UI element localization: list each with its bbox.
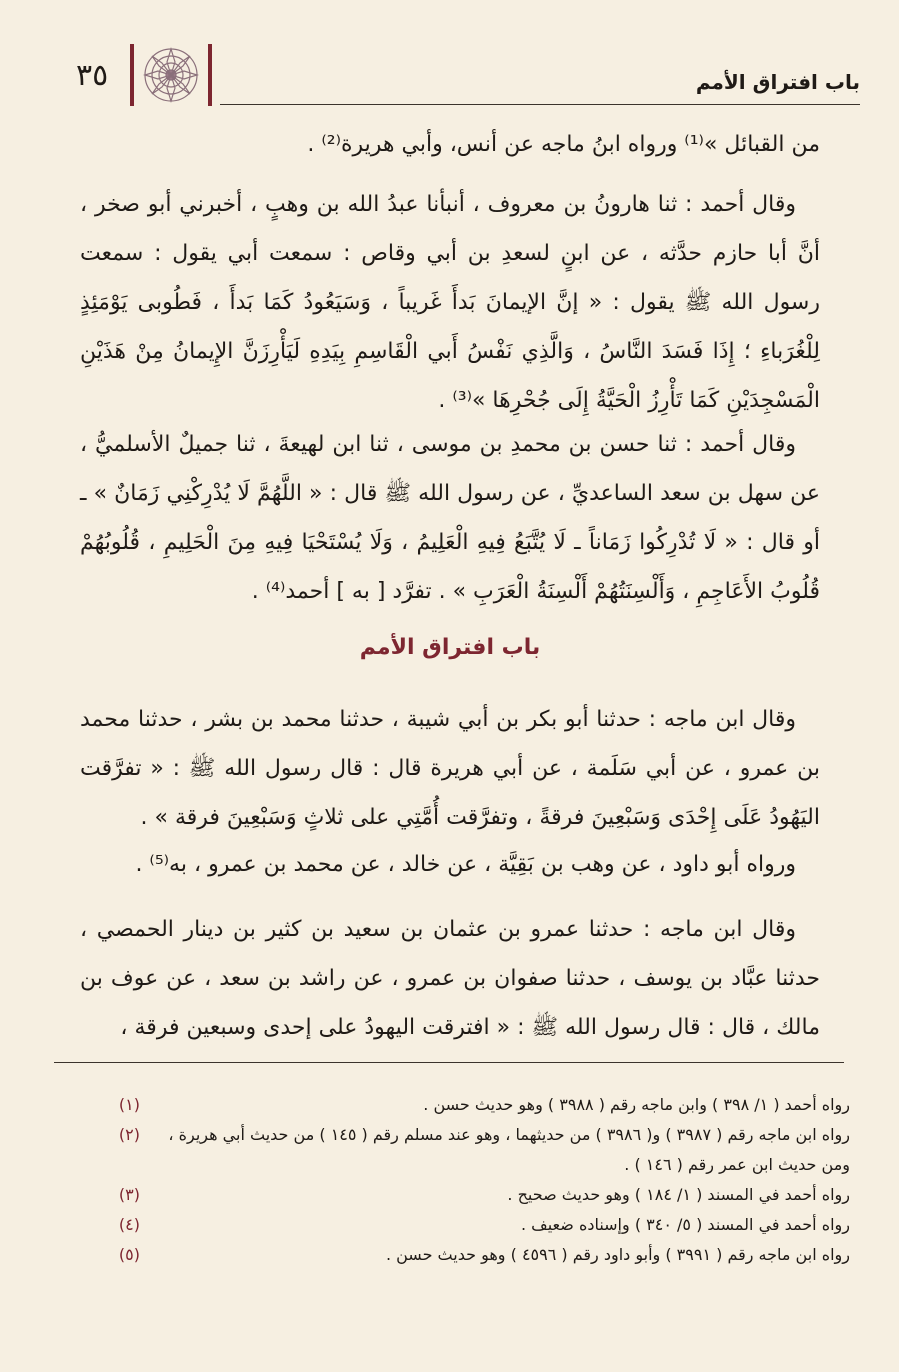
- footnote-text: رواه أحمد في المسند ( ١/ ١٨٤ ) وهو حديث صحيح .: [507, 1185, 850, 1204]
- footnote-text: رواه ابن ماجه رقم ( ٣٩٨٧ ) و( ٣٩٨٦ ) من حديثهما ، وهو عند مسلم رقم ( ١٤٥ ) من حديث أبي هريرة ، ومن حديث ابن عمر رقم ( ١٤٦ ) .: [168, 1125, 850, 1174]
- footnotes: [80, 1090, 850, 1270]
- paragraph-6: وقال ابن ماجه : حدثنا عمرو بن عثمان بن سعيد بن كثير بن دينار الحمصي ، حدثنا عبَّاد بن يوسف ، حدثنا صفوان بن عمرو ، عن راشد بن سعد ، عن عوف بن مالك ، قال : قال رسول الله ﷺ : « افترقت اليهودُ على إحدى وسبعين فرقة ،: [80, 917, 820, 1040]
- footnote-1: [80, 1090, 850, 1120]
- floral-rosette-icon: [142, 46, 200, 104]
- section-heading: باب افتراق الأمم: [359, 635, 541, 660]
- footnote-3: [80, 1180, 850, 1210]
- footnote-number: (٤): [118, 1215, 140, 1234]
- paragraph-5: ورواه أبو داود ، عن وهب بن بَقِيَّة ، عن خالد ، عن محمد بن عمرو ، به⁽⁵⁾ .: [135, 852, 796, 877]
- paragraph-3: وقال أحمد : ثنا حسن بن محمدِ بن موسى ، ثنا ابن لهيعةَ ، ثنا جميلٌ الأسلميُّ ، عن سهل بن سعد الساعديِّ ، عن رسول الله ﷺ قال : « اللَّهُمَّ لَا يُدْرِكْنِي زَمَانٌ » ـ أو قال : « لَا تُدْرِكُوا زَمَاناً ـ لَا يُتَّبَعُ فِيهِ الْعَلِيمُ ، وَلَا يُسْتَحْيَا فِيهِ مِنَ الْحَلِيمِ ، قُلُوبُهُمْ قُلُوبُ الأَعَاجِمِ ، وَأَلْسِنَتُهُمْ أَلْسِنَةُ الْعَرَبِ » . تفرَّد [ به ] أحمد⁽⁴⁾ .: [80, 432, 820, 604]
- page-header: [70, 42, 860, 112]
- footnote-5: [80, 1240, 850, 1270]
- footnote-text: رواه ابن ماجه رقم ( ٣٩٩١ ) وأبو داود رقم ( ٤٥٩٦ ) وهو حديث حسن .: [385, 1245, 850, 1264]
- page-number: ٣٥: [76, 58, 109, 93]
- footnote-number: (٢): [118, 1125, 140, 1144]
- footnote-number: (١): [118, 1095, 140, 1114]
- running-title: باب افتراق الأمم: [695, 70, 860, 94]
- header-ornament-frame: [130, 44, 212, 106]
- paragraph-2: وقال أحمد : ثنا هارونُ بن معروف ، أنبأنا عبدُ الله بن وهبٍ ، أخبرني أبو صخر ، أنَّ أبا حازم حدَّثه ، عن ابنٍ لسعدِ بن أبي وقاص : سمعت أبي يقول : سمعت رسول الله ﷺ يقول : « إنَّ الإيمانَ بَدأَ غَريباً ، وَسَيَعُودُ كَمَا بَدأَ ، فَطُوبى يَوْمَئِذٍ لِلْغُرَباءِ ؛ إِذَا فَسَدَ النَّاسُ ، وَالَّذِي نَفْسُ أَبي الْقَاسِمِ بِيَدِهِ لَيَأْرِزَنَّ الإِيمانُ مِنْ هَذَيْنِ الْمَسْجِدَيْنِ كَمَا تَأْرِزُ الْحَيَّةُ إِلَى جُحْرِهَا »⁽³⁾ .: [80, 192, 820, 413]
- footnote-number: (٣): [118, 1185, 140, 1204]
- footnote-number: (٥): [118, 1245, 140, 1264]
- header-divider: [220, 104, 860, 105]
- paragraph-1: من القبائل »⁽¹⁾ ورواه ابنُ ماجه عن أنس، وأبي هريرة⁽²⁾ .: [307, 132, 820, 157]
- footnote-text: رواه أحمد في المسند ( ٥/ ٣٤٠ ) وإسناده ضعيف .: [520, 1215, 850, 1234]
- footnote-4: [80, 1210, 850, 1240]
- paragraph-4: وقال ابن ماجه : حدثنا أبو بكر بن أبي شيبة ، حدثنا محمد بن بشر ، حدثنا محمد بن عمرو ، عن أبي سَلَمة ، عن أبي هريرة قال : قال رسول الله ﷺ : « تفرَّقت اليَهُودُ عَلَى إِحْدَى وَسَبْعِينَ فرقةً ، وتفرَّقت أُمَّتِي على ثلاثٍ وَسَبْعِينَ فرقة » .: [80, 707, 820, 830]
- footnote-divider: [54, 1062, 844, 1063]
- footnote-2: [80, 1120, 850, 1180]
- footnote-text: رواه أحمد ( ١/ ٣٩٨ ) وابن ماجه رقم ( ٣٩٨٨ ) وهو حديث حسن .: [423, 1095, 850, 1114]
